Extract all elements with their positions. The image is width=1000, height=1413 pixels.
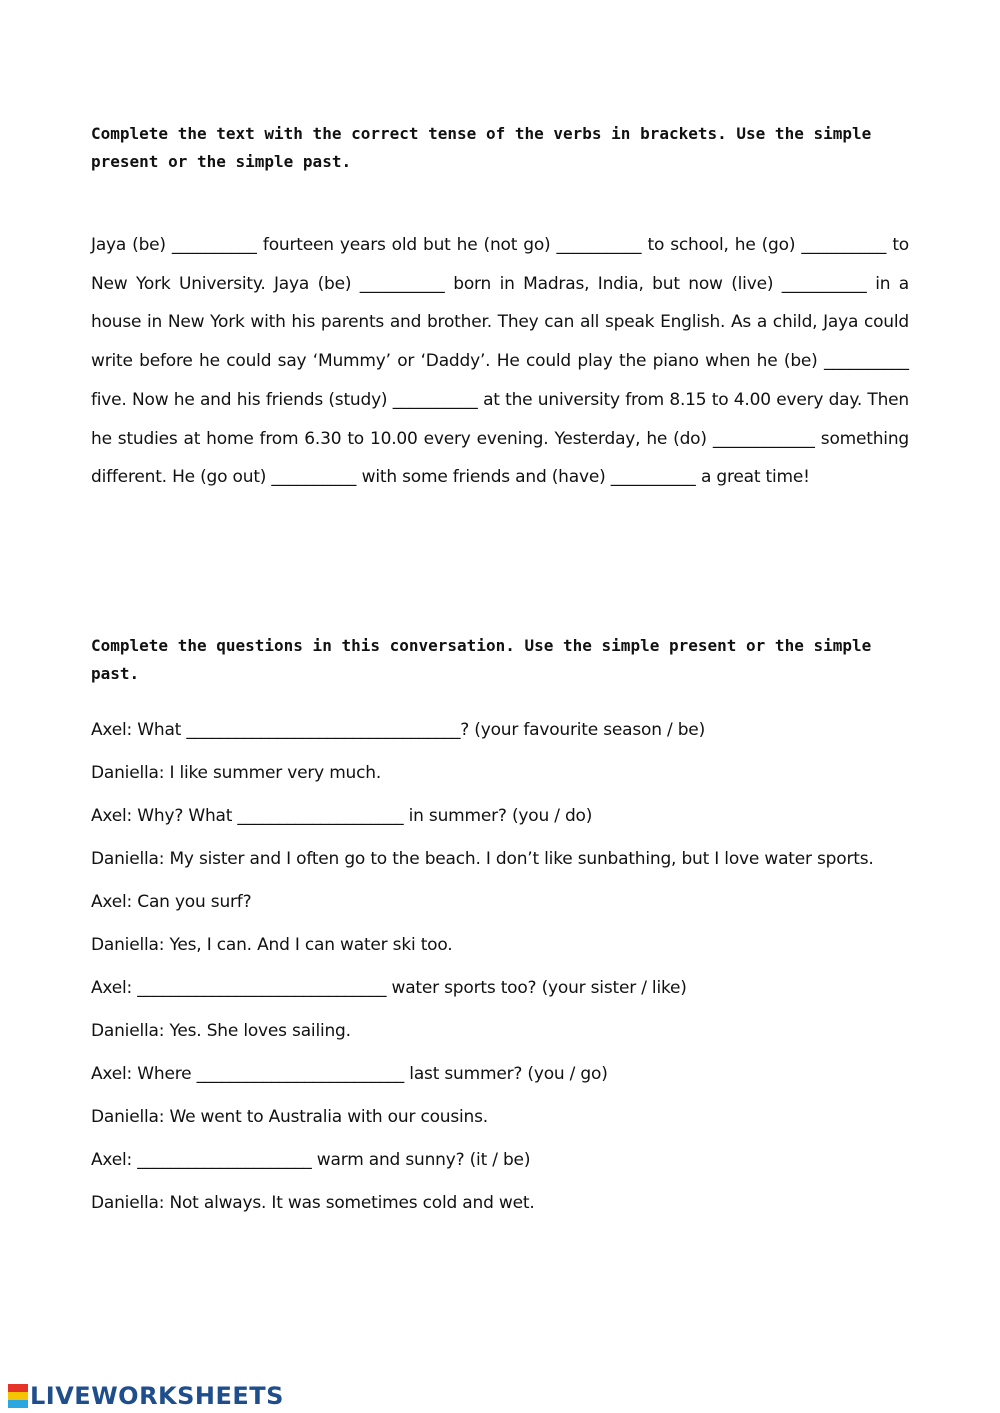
answer-blank-8[interactable]: ____________ <box>712 428 815 449</box>
para-text: a great time! <box>695 467 810 488</box>
dialogue-line-daniella: Daniella: Yes, I can. And I can water ski too. <box>91 935 453 955</box>
para-text: born in Madras, India, but now (live) <box>444 273 782 294</box>
dialogue-line-daniella: Daniella: We went to Australia with our cousins. <box>91 1107 488 1127</box>
logo-badge-stripe <box>8 1400 28 1408</box>
logo-badge-stripe <box>8 1392 28 1400</box>
para-text: to New York University. Jaya (be) <box>91 235 910 294</box>
dialogue-line-axel[interactable]: Axel: ______________________________ water sports too? (your sister / like) <box>91 978 687 998</box>
dialogue-line-axel[interactable]: Axel: What _________________________________? (your favourite season / be) <box>91 720 706 740</box>
dialogue-line-axel: Axel: Can you surf? <box>91 892 252 912</box>
dialogue-line-daniella: Daniella: My sister and I often go to the beach. I don’t like sunbathing, but I love water sports. <box>91 849 874 869</box>
dialogue-line-daniella: Daniella: Not always. It was sometimes cold and wet. <box>91 1193 535 1213</box>
answer-blank-9[interactable]: __________ <box>271 467 357 488</box>
dialogue-line-axel[interactable]: Axel: Why? What ____________________ in summer? (you / do) <box>91 806 593 826</box>
liveworksheets-logo <box>8 1381 284 1411</box>
para-text: with some friends and (have) <box>356 467 611 488</box>
para-text: at the university from 8.15 to 4.00 every day. Then he studies at home from 6.30 to 10.00 every evening. Yesterday, he (do) <box>91 389 909 449</box>
para-text: Jaya (be) <box>91 235 172 255</box>
dialogue-line-daniella: Daniella: Yes. She loves sailing. <box>91 1021 351 1041</box>
answer-blank-5[interactable]: __________ <box>781 273 867 294</box>
para-text: something different. He (go out) <box>91 428 909 488</box>
logo-badge-stripe <box>8 1384 28 1392</box>
logo-badge-icon <box>8 1384 28 1408</box>
answer-blank-7[interactable]: __________ <box>392 389 478 410</box>
dialogue-line-axel[interactable]: Axel: _____________________ warm and sunny? (it / be) <box>91 1150 531 1170</box>
para-text: in a house in New York with his parents and brother. They can all speak English. As a child, Jaya could write before he could say ‘Mummy’ or ‘Daddy’. He could play the piano when he (be) <box>91 273 909 372</box>
dialogue-line-daniella: Daniella: I like summer very much. <box>91 763 382 783</box>
answer-blank-3[interactable]: __________ <box>801 235 887 255</box>
para-text: five. Now he and his friends (study) <box>91 389 393 410</box>
para-text: fourteen years old but he (not go) <box>256 235 557 255</box>
exercise2-instruction: Complete the questions in this conversation. Use the simple present or the simple past. <box>91 636 872 683</box>
answer-blank-6[interactable]: __________ <box>824 351 909 372</box>
exercise1-instruction: Complete the text with the correct tense of the verbs in brackets. Use the simple present or the simple past. <box>91 124 872 171</box>
para-text: to school, he (go) <box>641 235 802 255</box>
exercise1-paragraph <box>91 226 909 497</box>
answer-blank-1[interactable]: __________ <box>171 235 257 255</box>
dialogue-line-axel[interactable]: Axel: Where _________________________ last summer? (you / go) <box>91 1064 608 1084</box>
answer-blank-10[interactable]: __________ <box>610 467 696 488</box>
answer-blank-4[interactable]: __________ <box>359 273 445 294</box>
answer-blank-2[interactable]: __________ <box>556 235 642 255</box>
logo-text: LIVEWORKSHEETS <box>30 1382 284 1410</box>
